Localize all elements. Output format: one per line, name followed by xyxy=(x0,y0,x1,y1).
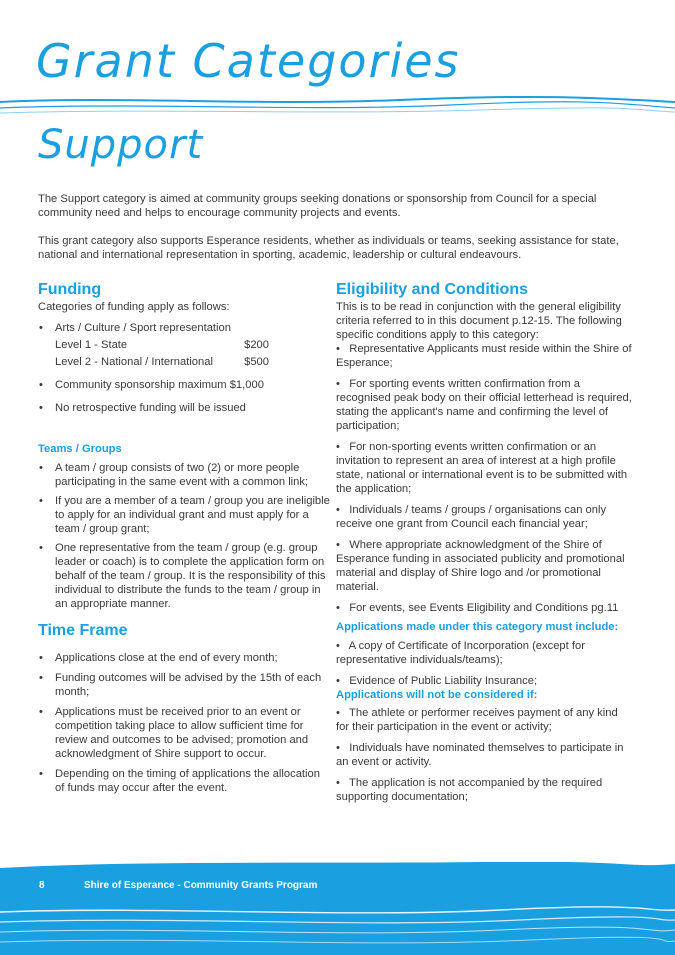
footer-program-title: Shire of Esperance - Community Grants Program xyxy=(84,880,318,891)
list-item: • For sporting events written confirmation from a recognised peak body on their official letterhead is required, stating the applicant's name and confirming the level of participation; xyxy=(336,377,632,433)
title-underline-waves xyxy=(0,92,675,116)
list-item: • No retrospective funding will be issued xyxy=(38,401,330,415)
level-amount: $500 xyxy=(244,356,269,368)
list-item: • One representative from the team / group (e.g. group leader or coach) is to complete the application form on behalf of the team / group. It is the responsibility of this individual to distribute the funds to the team / group in an appropriate manner. xyxy=(38,541,330,611)
page-number: 8 xyxy=(39,880,45,891)
right-column xyxy=(336,280,632,804)
level-amount: $200 xyxy=(244,339,269,351)
footer-band xyxy=(0,862,675,955)
level-label: Level 2 - National / International xyxy=(55,356,213,368)
list-item: • Individuals have nominated themselves to participate in an event or activity. xyxy=(336,741,632,769)
list-item: • A team / group consists of two (2) or more people participating in the same event with a common link; xyxy=(38,461,330,489)
list-item: • Community sponsorship maximum $1,000 xyxy=(38,378,330,392)
timeframe-heading: Time Frame xyxy=(38,622,128,639)
eligibility-heading: Eligibility and Conditions xyxy=(336,281,528,298)
timeframe-list xyxy=(38,651,330,795)
funding-list xyxy=(38,321,330,415)
must-include-heading: Applications made under this category must include: xyxy=(336,621,619,633)
list-item: • Applications close at the end of every month; xyxy=(38,651,330,665)
page-title: Grant Categories xyxy=(36,34,461,88)
teams-heading: Teams / Groups xyxy=(38,443,122,455)
section-title: Support xyxy=(38,122,204,168)
left-column xyxy=(38,280,330,795)
list-item: • Depending on the timing of applications the allocation of funds may occur after the event. xyxy=(38,767,330,795)
list-item: • Individuals / teams / groups / organisations can only receive one grant from Council each financial year; xyxy=(336,503,632,531)
level-label: Level 1 - State xyxy=(55,339,128,351)
list-item: • Representative Applicants must reside within the Shire of Esperance; xyxy=(336,342,632,370)
intro-paragraph: The Support category is aimed at community groups seeking donations or sponsorship from Council for a special community need and helps to encourage community projects and events. xyxy=(38,193,597,219)
teams-list xyxy=(38,461,330,611)
list-item-text: Arts / Culture / Sport representation xyxy=(55,322,231,334)
list-item xyxy=(38,321,330,369)
list-item: • The application is not accompanied by the required supporting documentation; xyxy=(336,776,632,804)
list-item: • The athlete or performer receives payment of any kind for their participation in the event or activity; xyxy=(336,706,632,734)
funding-intro: Categories of funding apply as follows: xyxy=(38,301,230,313)
list-item: • Where appropriate acknowledgment of the Shire of Esperance funding in associated publicity and promotional material and display of Shire logo and /or promotional material. xyxy=(336,538,632,594)
level-row xyxy=(55,355,269,369)
funding-heading: Funding xyxy=(38,281,102,298)
list-item: • Evidence of Public Liability Insurance; xyxy=(336,674,632,688)
intro-paragraph: This grant category also supports Esperance residents, whether as individuals or teams, seeking assistance for state, national and international representation in sporting, academic, leadership or cultural endeavours. xyxy=(38,235,619,261)
list-item: • For non-sporting events written confirmation or an invitation to represent an area of interest at a high profile state, national or international event is to be submitted with the application; xyxy=(336,440,632,496)
list-item: • A copy of Certificate of Incorporation (except for representative individuals/teams); xyxy=(336,639,632,667)
list-item: • Funding outcomes will be advised by the 15th of each month; xyxy=(38,671,330,699)
list-item: • If you are a member of a team / group you are ineligible to apply for an individual grant and must apply for a team / group grant; xyxy=(38,494,330,536)
list-item: • For events, see Events Eligibility and Conditions pg.11 xyxy=(336,601,632,615)
intro xyxy=(38,192,638,276)
not-considered-heading: Applications will not be considered if: xyxy=(336,689,538,701)
list-item: • Applications must be received prior to an event or competition taking place to allow sufficient time for review and outcomes to be advised; promotion and acknowledgment of Shire support to occur. xyxy=(38,705,330,761)
eligibility-intro: This is to be read in conjunction with the general eligibility criteria referred to in this document p.12-15. The following specific conditions apply to this category: xyxy=(336,301,622,341)
level-row xyxy=(55,338,269,352)
